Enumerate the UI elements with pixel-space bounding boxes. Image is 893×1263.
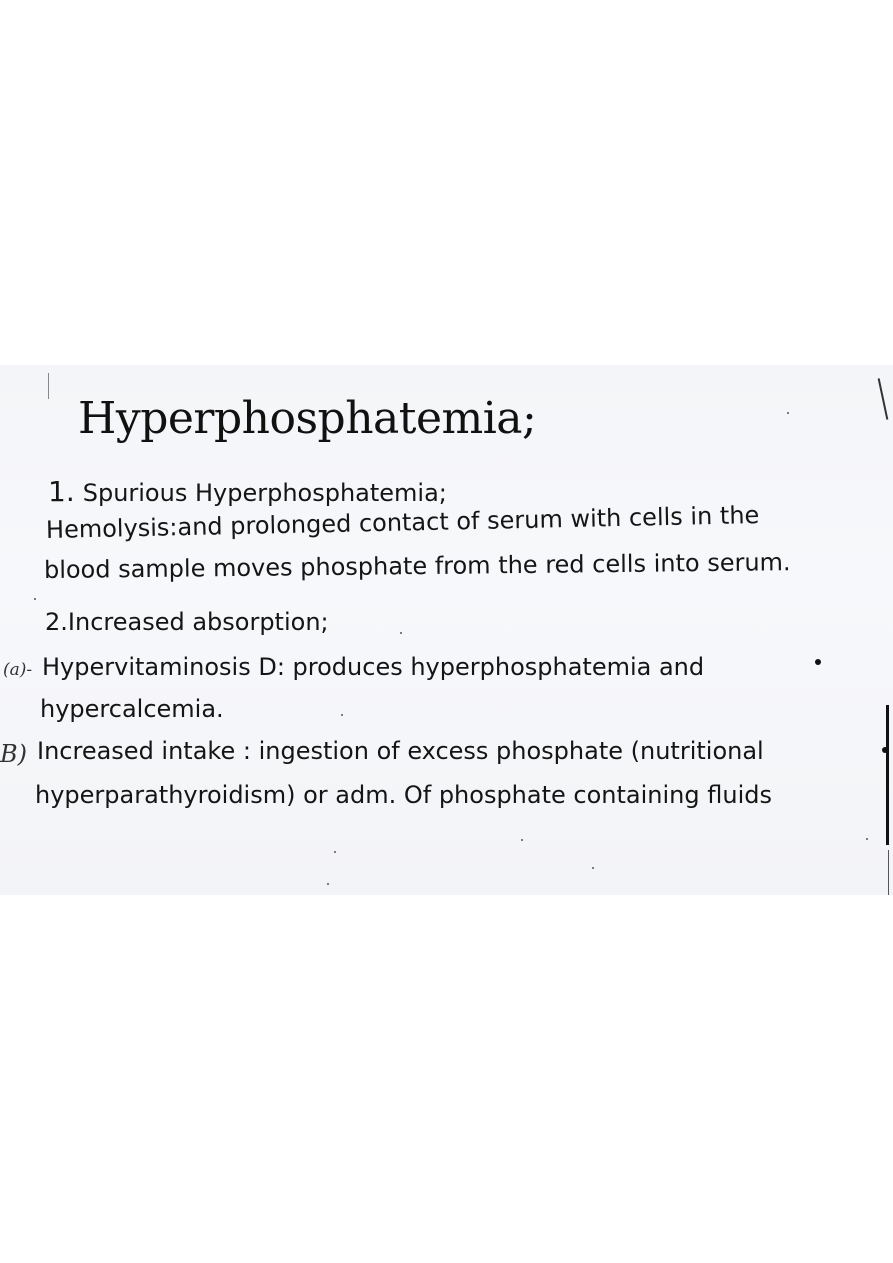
- section-1-number: 1.: [48, 475, 75, 508]
- scan-speck: [521, 839, 523, 841]
- section-1-text-line: Hemolysis:and prolonged contact of serum with cells in the: [45, 501, 760, 544]
- list-item-text-line: hypercalcemia.: [40, 695, 224, 723]
- handwritten-marker-b: B): [0, 740, 27, 768]
- page-title: Hyperphosphatemia;: [78, 393, 537, 444]
- scan-speck: [787, 412, 789, 414]
- scan-speck: [400, 632, 402, 634]
- handwritten-marker-a: (a)-: [3, 660, 33, 680]
- scan-speck: [866, 838, 868, 840]
- list-item-text-line: Increased intake : ingestion of excess phosphate (nutritional: [37, 737, 764, 765]
- bullet-icon: [882, 747, 888, 753]
- scan-edge-mark: [888, 850, 889, 895]
- scan-edge-mark: [48, 373, 49, 399]
- section-1-heading: [48, 475, 447, 508]
- section-1-heading-text: Spurious Hyperphosphatemia;: [82, 479, 447, 507]
- scan-speck: [334, 851, 336, 853]
- scan-speck: [327, 883, 329, 885]
- section-2-heading: 2.Increased absorption;: [45, 608, 329, 636]
- scan-speck: [34, 598, 36, 600]
- scan-speck: [341, 714, 343, 716]
- bullet-icon: [815, 659, 821, 665]
- list-item-text-line: Hypervitaminosis D: produces hyperphosphatemia and: [42, 653, 705, 681]
- list-item-text-line: hyperparathyroidism) or adm. Of phosphate containing fluids: [35, 781, 772, 809]
- scan-speck: [592, 867, 594, 869]
- scan-edge-mark: [886, 705, 889, 845]
- section-1-text-line: blood sample moves phosphate from the red cells into serum.: [43, 548, 791, 584]
